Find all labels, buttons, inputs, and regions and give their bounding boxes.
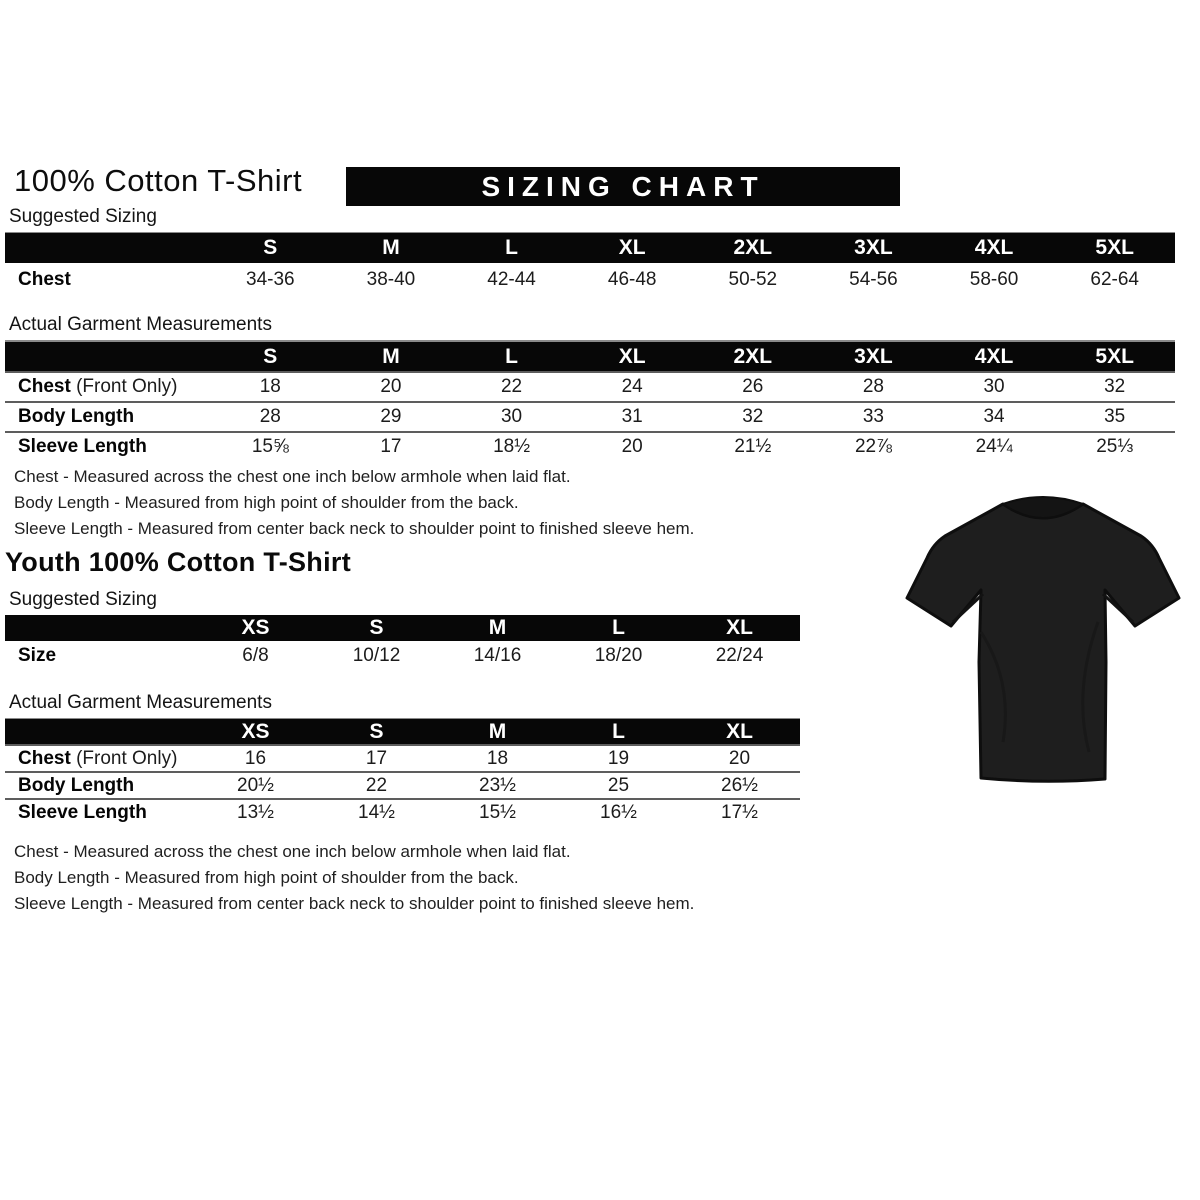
table-header-cell: M: [437, 719, 558, 745]
size-value-cell: 54-56: [849, 268, 898, 290]
size-value-cell: 25⅓: [1054, 432, 1175, 461]
row-label-cell: [5, 799, 195, 825]
size-value-cell: 18: [437, 745, 558, 772]
youth-actual-measurements-label: Actual Garment Measurements: [5, 692, 800, 720]
row-label-cell: [5, 432, 210, 461]
table-header-cell: 2XL: [693, 342, 814, 372]
row-label: Chest: [18, 376, 71, 397]
table-row: [5, 263, 1175, 296]
size-value-cell: 17½: [679, 799, 800, 825]
page-title: 100% Cotton T-Shirt: [14, 163, 303, 198]
row-label-suffix: (Front Only): [76, 747, 178, 769]
table-header-cell: S: [316, 615, 437, 641]
size-value-cell: 14½: [316, 799, 437, 825]
table-header-row: [5, 342, 1175, 372]
youth-suggested-sizing-label: Suggested Sizing: [5, 589, 800, 617]
table-header-cell: XL: [572, 233, 693, 263]
size-value-cell: 20: [679, 745, 800, 772]
size-value-cell: 18½: [451, 432, 572, 461]
tshirt-image: [893, 482, 1193, 807]
table-row: [5, 745, 800, 772]
table-header-cell: XS: [195, 615, 316, 641]
size-value-cell: 62-64: [1090, 268, 1139, 290]
adult-actual-measurements-table: [5, 342, 1175, 461]
row-label-cell: [5, 772, 195, 799]
size-value-cell: 35: [1054, 402, 1175, 432]
table-header-cell: [5, 719, 195, 745]
table-header-cell: 4XL: [934, 233, 1055, 263]
youth-actual-measurements-table: [5, 719, 800, 825]
size-value-cell: 29: [331, 402, 452, 432]
size-value-cell: 33: [813, 402, 934, 432]
row-label-cell: [5, 263, 210, 296]
table-header-cell: L: [451, 342, 572, 372]
table-row: [5, 432, 1175, 461]
size-value-cell: 58-60: [969, 268, 1019, 290]
row-label: Sleeve Length: [18, 801, 147, 823]
table-row: [5, 372, 1175, 402]
youth-section-title: Youth 100% Cotton T-Shirt: [5, 547, 351, 577]
size-value-cell: 24: [572, 372, 693, 402]
table-header-row: [5, 233, 1175, 263]
size-value-cell: 17: [331, 432, 452, 461]
table-header-cell: [5, 615, 195, 641]
note-chest: Chest - Measured across the chest one inch below armhole when laid flat.: [14, 842, 571, 861]
row-label: Chest: [18, 268, 71, 290]
size-value-cell: 28: [813, 372, 934, 402]
table-header-cell: S: [210, 342, 331, 372]
table-header-cell: XS: [195, 719, 316, 745]
adult-suggested-sizing-table: [5, 233, 1175, 296]
table-row: [5, 799, 800, 825]
row-label: Chest: [18, 747, 71, 769]
size-value-cell: 20½: [195, 772, 316, 799]
size-value-cell: 15½: [437, 799, 558, 825]
size-value-cell: 30: [934, 372, 1055, 402]
row-label-cell: [5, 641, 195, 670]
youth-measurement-notes: [14, 843, 694, 921]
table-header-cell: L: [558, 615, 679, 641]
table-row: [5, 772, 800, 799]
size-value-cell: 34: [934, 402, 1055, 432]
adult-measurement-notes: [14, 468, 694, 546]
size-value-cell: 30: [451, 402, 572, 432]
size-value-cell: 42-44: [487, 268, 536, 290]
adult-suggested-sizing-label: Suggested Sizing: [5, 206, 1175, 234]
row-label: Body Length: [18, 406, 135, 427]
table-header-cell: 5XL: [1054, 342, 1175, 372]
size-value-cell: 22: [316, 772, 437, 799]
table-header-cell: 3XL: [813, 342, 934, 372]
table-header-row: [5, 615, 800, 641]
note-body-length: Body Length - Measured from high point of shoulder from the back.: [14, 493, 519, 512]
sizing-chart-banner: SIZING CHART: [346, 167, 900, 206]
size-value-cell: 46-48: [607, 268, 657, 290]
size-value-cell: 22⅞: [813, 432, 934, 461]
size-value-cell: 16: [195, 745, 316, 772]
table-header-cell: M: [331, 342, 452, 372]
table-header-cell: M: [331, 233, 452, 263]
table-header-cell: 5XL: [1054, 233, 1175, 263]
size-value-cell: 13½: [195, 799, 316, 825]
table-header-cell: XL: [679, 719, 800, 745]
table-header-cell: 2XL: [693, 233, 814, 263]
size-value-cell: 38-40: [366, 268, 416, 290]
table-header-cell: M: [437, 615, 558, 641]
size-value-cell: 34-36: [246, 268, 295, 290]
size-value-cell: 50-52: [728, 268, 778, 290]
youth-suggested-sizing-table: [5, 615, 800, 670]
row-label: Sleeve Length: [18, 436, 147, 457]
size-value-cell: 32: [693, 402, 814, 432]
row-label-cell: [5, 402, 210, 432]
table-header-cell: [5, 342, 210, 372]
size-value-cell: 24¼: [934, 432, 1055, 461]
table-header-cell: 3XL: [813, 233, 934, 263]
row-label-cell: [5, 372, 210, 402]
table-header-cell: S: [210, 233, 331, 263]
size-value-cell: 21½: [693, 432, 814, 461]
table-header-cell: L: [451, 233, 572, 263]
row-label-suffix: (Front Only): [76, 376, 178, 397]
row-label: Size: [18, 644, 57, 666]
size-value-cell: 22: [451, 372, 572, 402]
size-value-cell: 10/12: [352, 644, 401, 666]
size-value-cell: 32: [1054, 372, 1175, 402]
table-header-cell: L: [558, 719, 679, 745]
row-label-cell: [5, 745, 195, 772]
size-value-cell: 28: [210, 402, 331, 432]
size-value-cell: 18: [210, 372, 331, 402]
table-row: [5, 402, 1175, 432]
note-sleeve-length: Sleeve Length - Measured from center back neck to shoulder point to finished sleeve hem.: [14, 519, 695, 538]
size-value-cell: 26½: [679, 772, 800, 799]
size-value-cell: 14/16: [473, 644, 522, 666]
adult-actual-measurements-label: Actual Garment Measurements: [5, 314, 1175, 342]
size-value-cell: 20: [572, 432, 693, 461]
table-header-cell: 4XL: [934, 342, 1055, 372]
size-value-cell: 23½: [437, 772, 558, 799]
table-header-cell: [5, 233, 210, 263]
note-sleeve-length: Sleeve Length - Measured from center back neck to shoulder point to finished sleeve hem.: [14, 894, 695, 913]
note-chest: Chest - Measured across the chest one inch below armhole when laid flat.: [14, 467, 571, 486]
size-value-cell: 15⅝: [210, 432, 331, 461]
size-value-cell: 25: [558, 772, 679, 799]
table-header-cell: XL: [679, 615, 800, 641]
size-value-cell: 31: [572, 402, 693, 432]
size-value-cell: 26: [693, 372, 814, 402]
size-value-cell: 16½: [558, 799, 679, 825]
table-header-cell: S: [316, 719, 437, 745]
size-value-cell: 18/20: [594, 644, 643, 666]
row-label: Body Length: [18, 774, 135, 796]
table-header-row: [5, 719, 800, 745]
size-value-cell: 20: [331, 372, 452, 402]
size-value-cell: 17: [316, 745, 437, 772]
note-body-length: Body Length - Measured from high point of shoulder from the back.: [14, 868, 519, 887]
size-value-cell: 22/24: [715, 644, 764, 666]
size-value-cell: 6/8: [242, 644, 269, 666]
size-value-cell: 19: [558, 745, 679, 772]
table-row: [5, 641, 800, 670]
table-header-cell: XL: [572, 342, 693, 372]
